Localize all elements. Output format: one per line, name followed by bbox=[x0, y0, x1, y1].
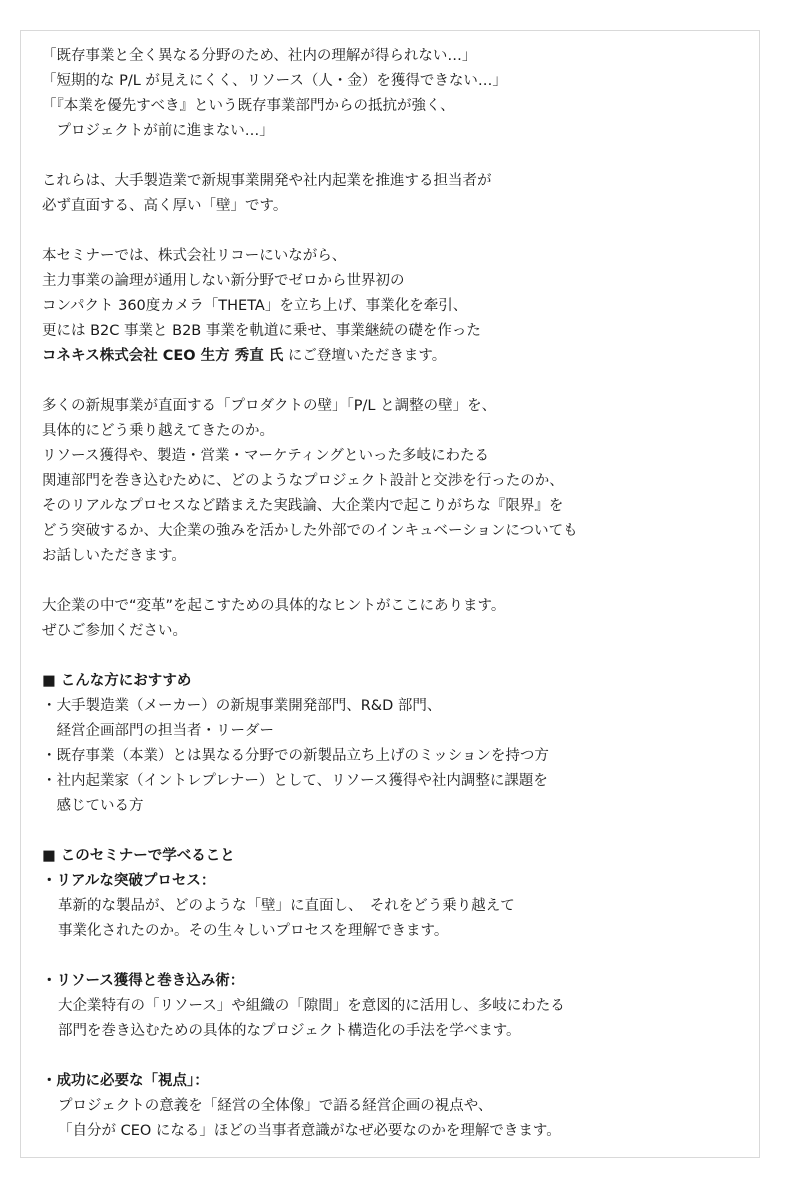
paragraph-line: これらは、大手製造業で新規事業開発や社内起業を推進する担当者が bbox=[42, 173, 492, 189]
paragraph-line: 具体的にどう乗り越えてきたのか。 bbox=[42, 423, 274, 439]
recommend-item-line: ・大手製造業（メーカー）の新規事業開発部門、R&D 部門、 bbox=[42, 698, 442, 714]
learn-item-title: ・リソース獲得と巻き込み術： bbox=[42, 973, 245, 989]
intro-quote-line: 「短期的な P/L が見えにくく、リソース（人・金）を獲得できない…」 bbox=[42, 73, 507, 89]
speaker-name: コネキス株式会社 CEO 生方 秀直 氏 bbox=[42, 348, 284, 364]
section-heading: ■ このセミナーで学べること bbox=[42, 848, 235, 864]
paragraph-line: そのリアルなプロセスなど踏まえた実践論、大企業内で起こりがちな『限界』を bbox=[42, 498, 564, 514]
seminar-description-card bbox=[20, 30, 760, 1158]
paragraph-line: 本セミナーでは、株式会社リコーにいながら、 bbox=[42, 248, 347, 264]
speaker-intro-paragraph bbox=[42, 244, 749, 369]
speaker-suffix: にご登壇いただきます。 bbox=[283, 348, 447, 364]
problem-paragraph bbox=[42, 169, 749, 219]
intro-quote-line: 「既存事業と全く異なる分野のため、社内の理解が得られない…」 bbox=[42, 48, 477, 64]
recommend-item-line: ・社内起業家（イントレプレナー）として、リソース獲得や社内調整に課題を bbox=[42, 773, 548, 789]
paragraph-line: 多くの新規事業が直面する「プロダクトの壁」「P/L と調整の壁」を、 bbox=[42, 398, 497, 414]
section-heading: ■ こんな方におすすめ bbox=[42, 673, 192, 689]
learn-item-title: ・リアルな突破プロセス： bbox=[42, 873, 216, 889]
content-description-paragraph bbox=[42, 394, 749, 569]
paragraph-line: お話しいただきます。 bbox=[42, 548, 186, 564]
learn-item bbox=[42, 969, 749, 1044]
learn-item bbox=[42, 869, 749, 944]
intro-quote-line: 「『本業を優先すべき』という既存事業部門からの抵抗が強く、 bbox=[42, 98, 455, 114]
paragraph-line: どう突破するか、大企業の強みを活かした外部でのインキュベーションについても bbox=[42, 523, 578, 539]
learn-item-line: 部門を巻き込むための具体的なプロジェクト構造化の手法を学べます。 bbox=[58, 1023, 521, 1039]
recommend-item-line: 経営企画部門の担当者・リーダー bbox=[42, 723, 274, 739]
paragraph-line: リソース獲得や、製造・営業・マーケティングといった多岐にわたる bbox=[42, 448, 490, 464]
speaker-line bbox=[42, 344, 749, 369]
learn-item-title: ・成功に必要な「視点」： bbox=[42, 1073, 209, 1089]
learn-item-line: 革新的な製品が、どのような「壁」に直面し、 それをどう乗り越えて bbox=[58, 898, 515, 914]
recommend-item-line: ・既存事業（本業）とは異なる分野での新製品立ち上げのミッションを持つ方 bbox=[42, 748, 549, 764]
intro-quotes bbox=[42, 44, 749, 144]
closing-paragraph bbox=[42, 594, 749, 644]
learn-item-line: プロジェクトの意義を「経営の全体像」で語る経営企画の視点や、 bbox=[58, 1098, 493, 1114]
learn-item bbox=[42, 1069, 749, 1144]
paragraph-line: ぜひご参加ください。 bbox=[42, 623, 187, 639]
learn-section bbox=[42, 844, 749, 1144]
paragraph-line: 更には B2C 事業と B2B 事業を軌道に乗せ、事業継続の礎を作った bbox=[42, 323, 481, 339]
learn-item-line: 事業化されたのか。その生々しいプロセスを理解できます。 bbox=[58, 923, 449, 939]
learn-item-line: 「自分が CEO になる」ほどの当事者意識がなぜ必要なのかを理解できます。 bbox=[58, 1123, 561, 1139]
paragraph-line: 関連部門を巻き込むために、どのようなプロジェクト設計と交渉を行ったのか、 bbox=[42, 473, 564, 489]
recommend-item-line: 感じている方 bbox=[42, 798, 144, 814]
seminar-description-text bbox=[42, 44, 749, 1144]
paragraph-line: 必ず直面する、高く厚い「壁」です。 bbox=[42, 198, 288, 214]
learn-item-line: 大企業特有の「リソース」や組織の「隙間」を意図的に活用し、多岐にわたる bbox=[58, 998, 565, 1014]
paragraph-line: コンパクト 360度カメラ「THETA」を立ち上げ、事業化を牽引、 bbox=[42, 298, 468, 314]
paragraph-line: 大企業の中で“変革”を起こすための具体的なヒントがここにあります。 bbox=[42, 598, 506, 614]
paragraph-line: 主力事業の論理が通用しない新分野でゼロから世界初の bbox=[42, 273, 405, 289]
recommend-section bbox=[42, 669, 749, 819]
intro-quote-line: プロジェクトが前に進まない…」 bbox=[42, 123, 274, 139]
